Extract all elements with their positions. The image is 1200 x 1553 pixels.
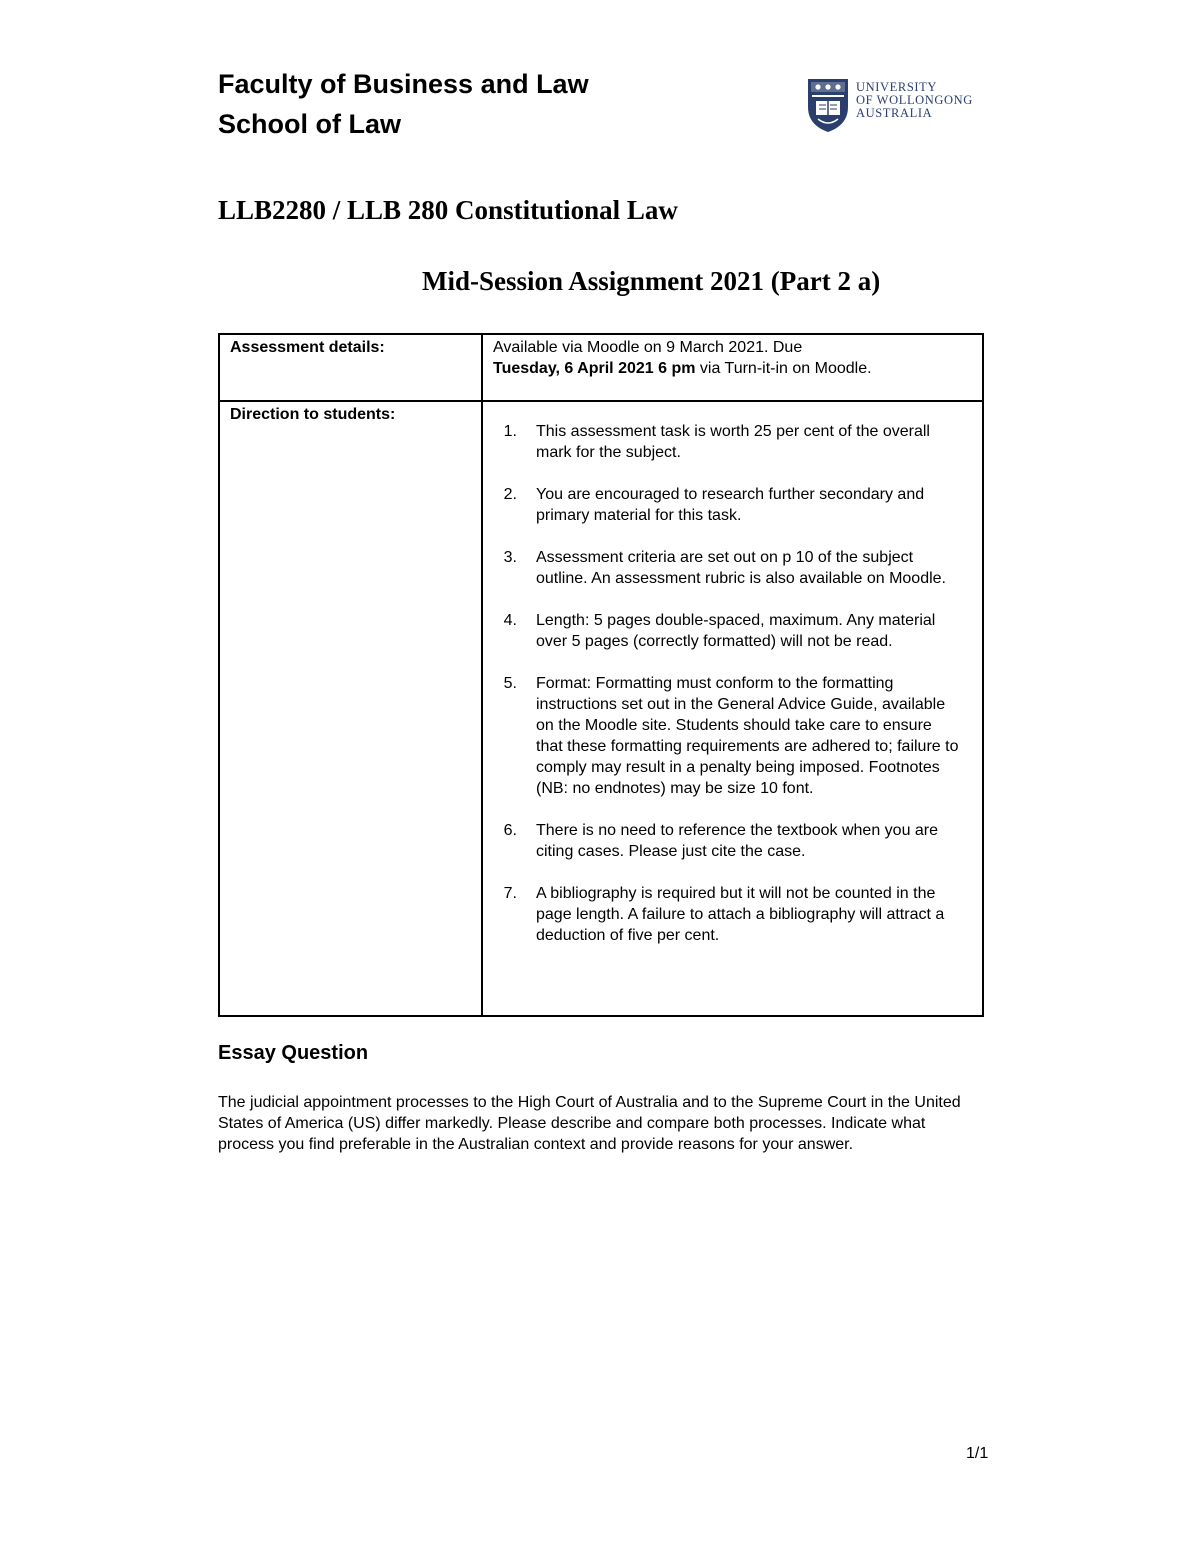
direction-item (483, 820, 962, 862)
direction-item (483, 484, 962, 526)
direction-text: There is no need to reference the textbook when you are citing cases. Please just cite the case. (536, 822, 939, 860)
assessment-details-table (218, 333, 984, 1017)
direction-number: 4. (503, 612, 517, 629)
assessment-details-value (482, 334, 983, 401)
direction-text: You are encouraged to research further secondary and primary material for this task. (536, 486, 925, 524)
logo-line-3: AUSTRALIA (856, 106, 933, 120)
university-crest-icon (806, 77, 850, 133)
direction-text: Format: Formatting must conform to the formatting instructions set out in the General Advice Guide, available on the Moodle site. Students should take care to ensure that these formatting requirements are adhered to; failure to comply may result in a penalty being imposed. Footnotes (NB: no endnotes) may be size 10 font. (536, 675, 959, 797)
direction-text: Assessment criteria are set out on p 10 of the subject outline. An assessment rubric is also available on Moodle. (536, 549, 946, 587)
direction-number: 5. (503, 675, 517, 692)
assessment-details-row (219, 334, 983, 401)
direction-number: 6. (503, 822, 517, 839)
directions-row (219, 401, 983, 1016)
direction-item (483, 673, 962, 799)
direction-text: A bibliography is required but it will not be counted in the page length. A failure to attach a bibliography will attract a deduction of five per cent. (536, 885, 945, 944)
direction-item (483, 610, 962, 652)
due-date: Tuesday, 6 April 2021 6 pm (493, 360, 696, 377)
course-title: LLB2280 / LLB 280 Constitutional Law (218, 195, 678, 225)
direction-text: Length: 5 pages double-spaced, maximum. Any material over 5 pages (correctly formatted) will not be read. (536, 612, 936, 650)
direction-text: This assessment task is worth 25 per cent of the overall mark for the subject. (536, 423, 930, 461)
logo-line-1: UNIVERSITY (856, 80, 937, 94)
direction-number: 2. (503, 486, 517, 503)
faculty-header (218, 64, 589, 144)
submission-method: via Turn-it-in on Moodle. (699, 360, 872, 377)
availability-text: Available via Moodle on 9 March 2021. Due (493, 339, 803, 356)
assessment-details-label: Assessment details: (219, 334, 482, 401)
direction-item (483, 547, 962, 589)
direction-item (483, 883, 962, 946)
school-name: School of Law (218, 109, 402, 139)
assignment-title: Mid-Session Assignment 2021 (Part 2 a) (422, 266, 881, 296)
direction-item (483, 421, 962, 463)
direction-number: 1. (503, 423, 517, 440)
logo-line-2: OF WOLLONGONG (856, 93, 973, 107)
faculty-name: Faculty of Business and Law (218, 69, 589, 99)
essay-question-text: The judicial appointment processes to the High Court of Australia and to the Supreme Court in the United States of America (US) differ markedly. Please describe and compare both processes. Indicate what process you find preferable in the Australian context and provide reasons for your answer. (218, 1094, 961, 1153)
essay-heading: Essay Question (218, 1042, 369, 1064)
direction-number: 3. (503, 549, 517, 566)
directions-cell (482, 401, 983, 1016)
page-number: 1/1 (966, 1445, 989, 1462)
university-wordmark (856, 77, 973, 120)
university-logo (806, 77, 973, 133)
direction-number: 7. (503, 885, 517, 902)
directions-list (483, 421, 962, 946)
directions-label: Direction to students: (219, 401, 482, 1016)
